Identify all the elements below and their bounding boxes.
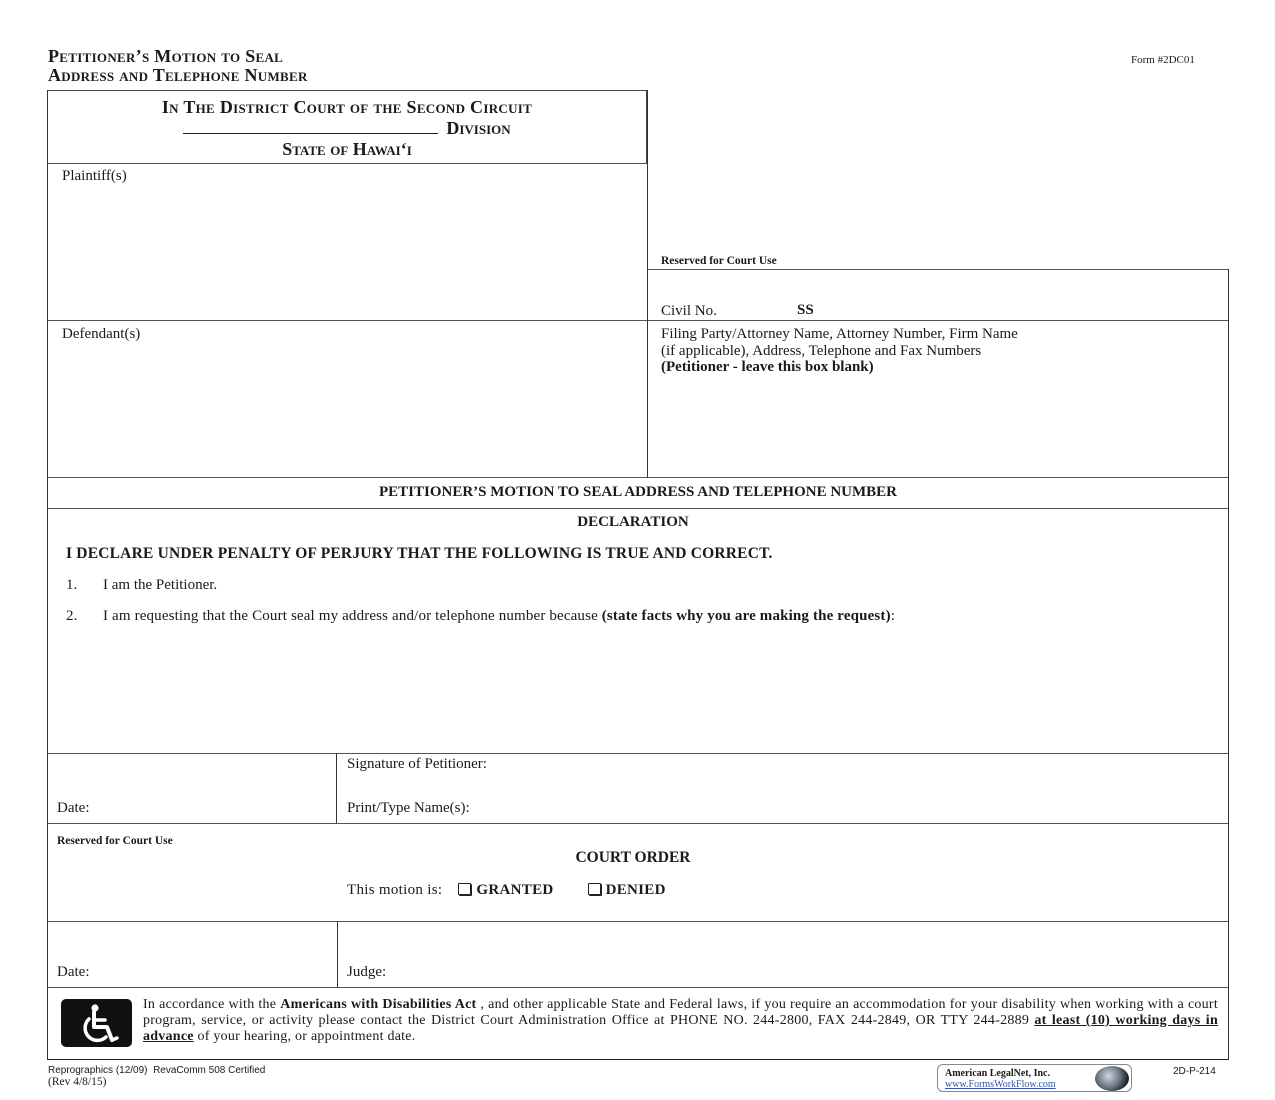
declaration-heading: DECLARATION (577, 514, 689, 530)
motion-title: PETITIONER’S MOTION TO SEAL ADDRESS AND TELEPHONE NUMBER (378, 484, 898, 500)
motion-is-label: This motion is: (347, 882, 443, 898)
division-line (48, 118, 646, 139)
civil-no-label: Civil No. (661, 303, 717, 319)
divider (47, 163, 648, 164)
civil-no-prefix: SS (797, 302, 814, 318)
court-heading-box (47, 90, 647, 163)
divider (47, 508, 1229, 509)
date-field[interactable] (48, 754, 335, 822)
reserved-for-court-use-label: Reserved for Court Use (661, 255, 777, 267)
border-right (1228, 269, 1229, 1060)
signature-field[interactable] (540, 754, 1226, 784)
date-label: Date: (57, 800, 90, 816)
footer-left (48, 1065, 265, 1076)
ada-notice (143, 997, 1218, 1045)
order-date-field[interactable] (48, 922, 336, 986)
plaintiff-label: Plaintiff(s) (62, 168, 127, 184)
item-text: I am requesting that the Court seal my address and/or telephone number because (103, 608, 602, 624)
globe-logo-icon (1095, 1066, 1129, 1091)
declaration-item-2 (66, 608, 895, 625)
declaration-statement: I DECLARE UNDER PENALTY OF PERJURY THAT THE FOLLOWING IS TRUE AND CORRECT. (66, 545, 773, 562)
granted-option[interactable] (458, 882, 553, 898)
wheelchair-accessibility-icon (61, 999, 132, 1047)
ada-text-end: of your hearing, or appointment date. (193, 1029, 416, 1044)
item-number: 2. (66, 608, 78, 624)
plaintiff-field[interactable] (48, 186, 646, 318)
vendor-url-link[interactable]: www.FormsWorkFlow.com (945, 1079, 1056, 1090)
form-title-line2: Address and Telephone Number (48, 65, 308, 85)
print-name-label: Print/Type Name(s): (347, 800, 470, 816)
ada-act-name: Americans with Disabilities Act (280, 997, 477, 1012)
divider (47, 320, 1229, 321)
divider (47, 987, 1229, 988)
denied-label: DENIED (605, 882, 666, 898)
judge-label: Judge: (347, 964, 387, 980)
print-name-field[interactable] (520, 795, 1226, 822)
court-order-reserved-label: Reserved for Court Use (57, 835, 173, 847)
divider (47, 1059, 1229, 1060)
ada-text-body: , and other applicable State and Federal laws, if you require an accommodation for your disability when working with a court program, service, or activity please contact the District Court Administration Office at PHONE NO. 244-2800, FAX 244-2849, OR TTY 244-2889 (143, 997, 1218, 1028)
court-name: In The District Court of the Second Circuit (161, 97, 533, 117)
signature-label: Signature of Petitioner: (347, 756, 487, 772)
reprographics-note: Reprographics (12/09) (48, 1065, 148, 1076)
form-code: 2D-P-214 (1173, 1066, 1216, 1077)
column-divider (647, 90, 648, 478)
filing-party-note: (Petitioner - leave this box blank) (661, 359, 874, 375)
divider (47, 477, 1229, 478)
granted-checkbox[interactable] (458, 883, 471, 895)
declaration-item-1 (66, 577, 217, 594)
defendant-field[interactable] (48, 344, 646, 476)
denied-checkbox[interactable] (588, 883, 601, 895)
form-title (48, 47, 308, 85)
ada-text-intro: In accordance with the (143, 997, 281, 1012)
form-number: Form #2DC01 (1131, 54, 1195, 66)
reason-field[interactable] (48, 630, 1228, 752)
item-instruction: (state facts why you are making the request) (601, 608, 891, 624)
divider (47, 823, 1229, 824)
item-suffix: : (890, 608, 896, 624)
denied-option[interactable] (588, 882, 666, 898)
filing-party-line1: Filing Party/Attorney Name, Attorney Number, Firm Name (661, 326, 1018, 342)
division-label: Division (446, 118, 511, 138)
filing-party-line2: (if applicable), Address, Telephone and Fax Numbers (661, 342, 982, 359)
court-order-heading: COURT ORDER (575, 849, 691, 866)
order-date-label: Date: (57, 964, 90, 980)
item-text: I am the Petitioner. (103, 577, 218, 593)
state-name: State of Hawai‘i (282, 139, 412, 159)
column-divider (336, 753, 337, 823)
divider (647, 269, 1229, 270)
ada-deadline: at least (10) working days in advance (143, 1013, 1218, 1044)
division-field[interactable] (183, 121, 438, 134)
form-title-line1: Petitioner’s Motion to Seal (48, 46, 284, 66)
revision-date: (Rev 4/8/15) (48, 1076, 107, 1088)
granted-label: GRANTED (476, 882, 554, 898)
filing-party-block (661, 326, 1018, 376)
certification-note: RevaComm 508 Certified (153, 1065, 266, 1076)
motion-status (347, 882, 666, 899)
judge-signature-field[interactable] (338, 922, 1226, 986)
defendant-label: Defendant(s) (62, 326, 141, 342)
vendor-name: American LegalNet, Inc. (945, 1068, 1050, 1079)
item-number: 1. (66, 577, 78, 593)
